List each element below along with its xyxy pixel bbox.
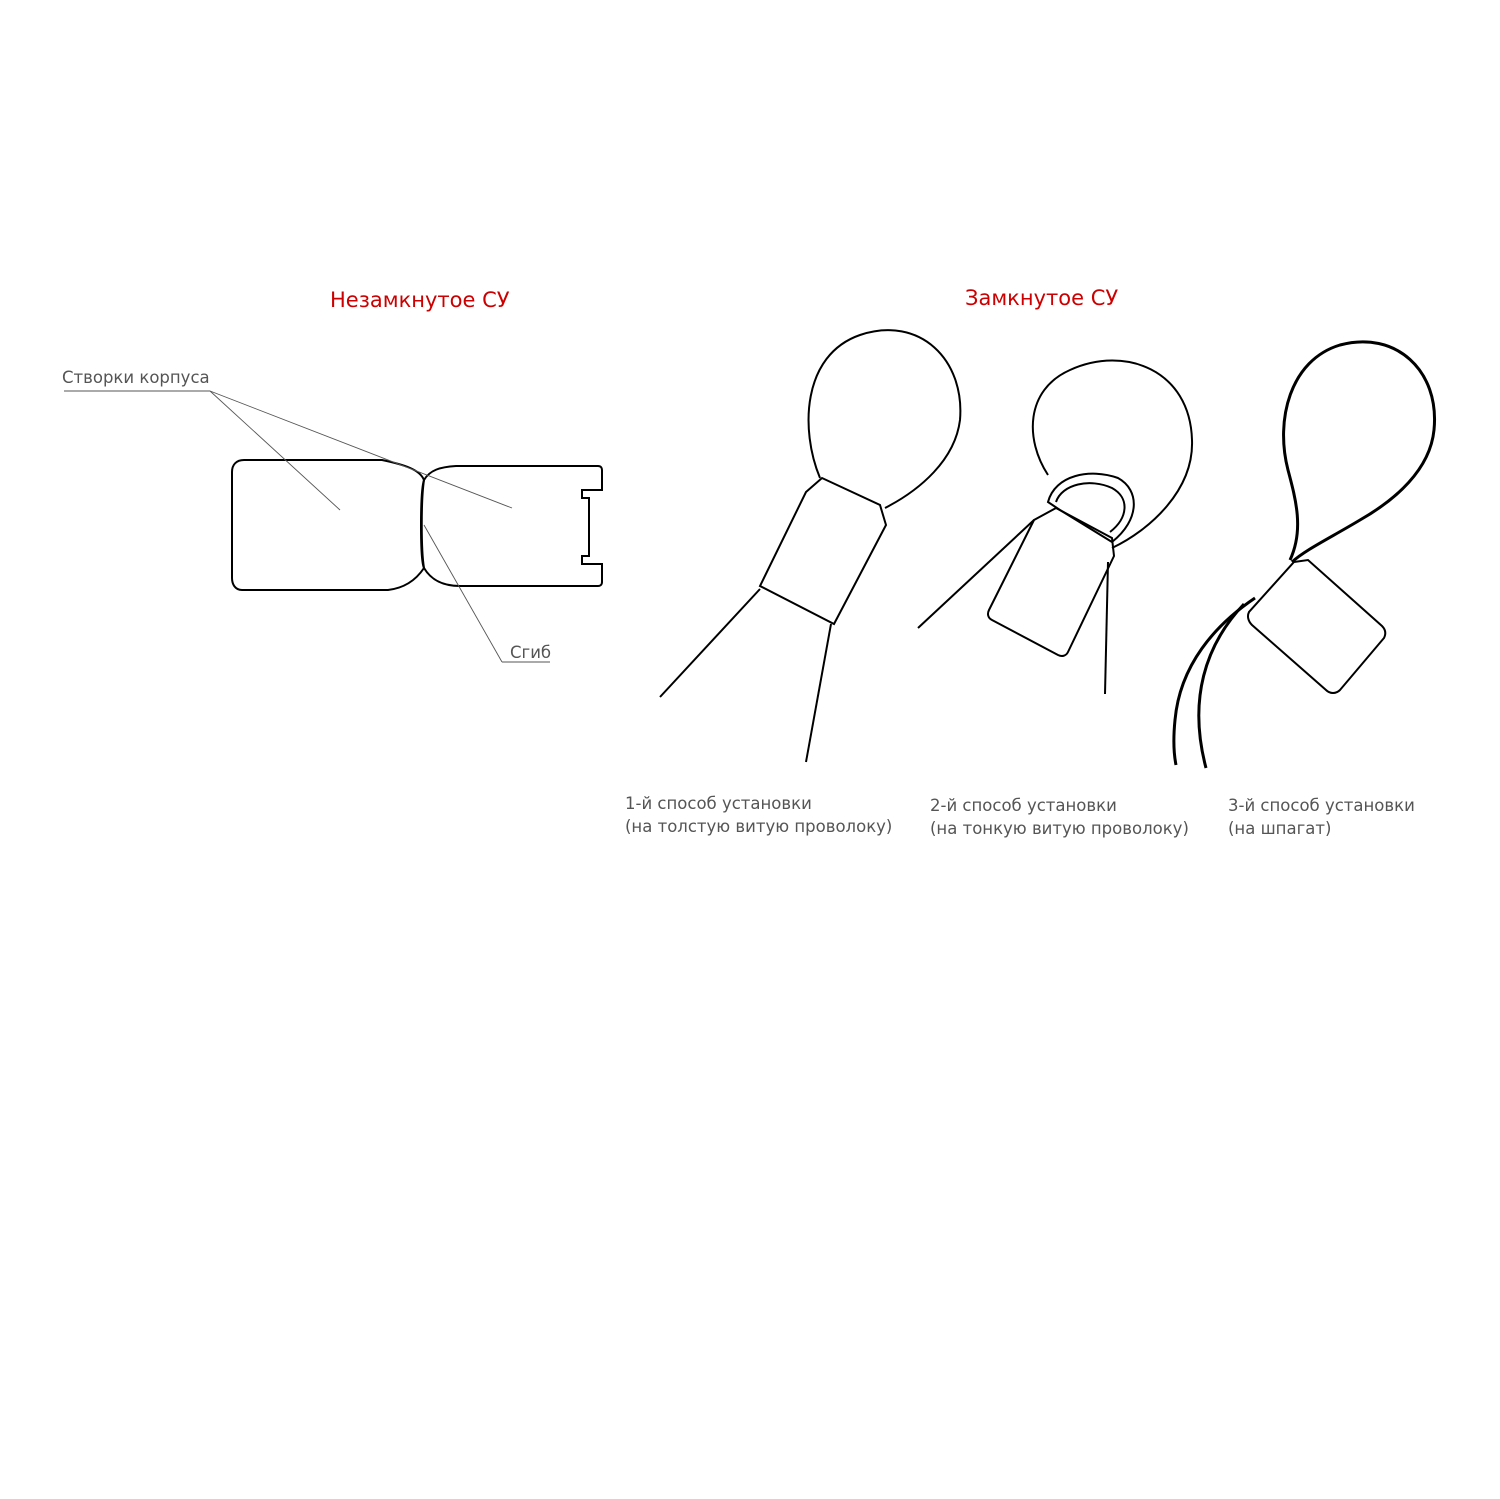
fold-line bbox=[422, 480, 424, 568]
closed-seal-title: Замкнутое СУ bbox=[965, 286, 1119, 310]
eyelet-inner bbox=[1056, 483, 1125, 532]
twine-end-1 bbox=[1174, 598, 1255, 765]
method-1-line2: (на толстую витую проволоку) bbox=[625, 817, 893, 836]
method-2-drawing bbox=[918, 361, 1192, 694]
method-1-caption bbox=[625, 792, 892, 838]
twine-loop bbox=[1284, 342, 1435, 562]
method-2-line2: (на тонкую витую проволоку) bbox=[930, 819, 1189, 838]
open-seal-title: Незамкнутое СУ bbox=[330, 288, 510, 312]
open-seal-drawing bbox=[232, 460, 602, 590]
method-3-drawing bbox=[1174, 342, 1435, 768]
method-3-line2: (на шпагат) bbox=[1228, 819, 1332, 838]
seal-body-1 bbox=[760, 478, 886, 624]
seal-body-2 bbox=[988, 508, 1114, 656]
method-3-caption bbox=[1228, 794, 1415, 840]
twine-end-2 bbox=[1199, 604, 1244, 768]
method-2-line1: 2-й способ установки bbox=[930, 796, 1117, 815]
seal-body-3 bbox=[1248, 560, 1385, 693]
open-seal-leaders bbox=[64, 391, 550, 662]
method-1-line1: 1-й способ установки bbox=[625, 794, 812, 813]
wire-loop-2 bbox=[1033, 361, 1192, 548]
shells-label: Створки корпуса bbox=[62, 368, 210, 387]
left-shell bbox=[232, 460, 424, 590]
method-3-line1: 3-й способ установки bbox=[1228, 796, 1415, 815]
method-2-caption bbox=[930, 794, 1189, 840]
bend-label: Сгиб bbox=[510, 643, 552, 662]
method-1-drawing bbox=[660, 330, 960, 762]
